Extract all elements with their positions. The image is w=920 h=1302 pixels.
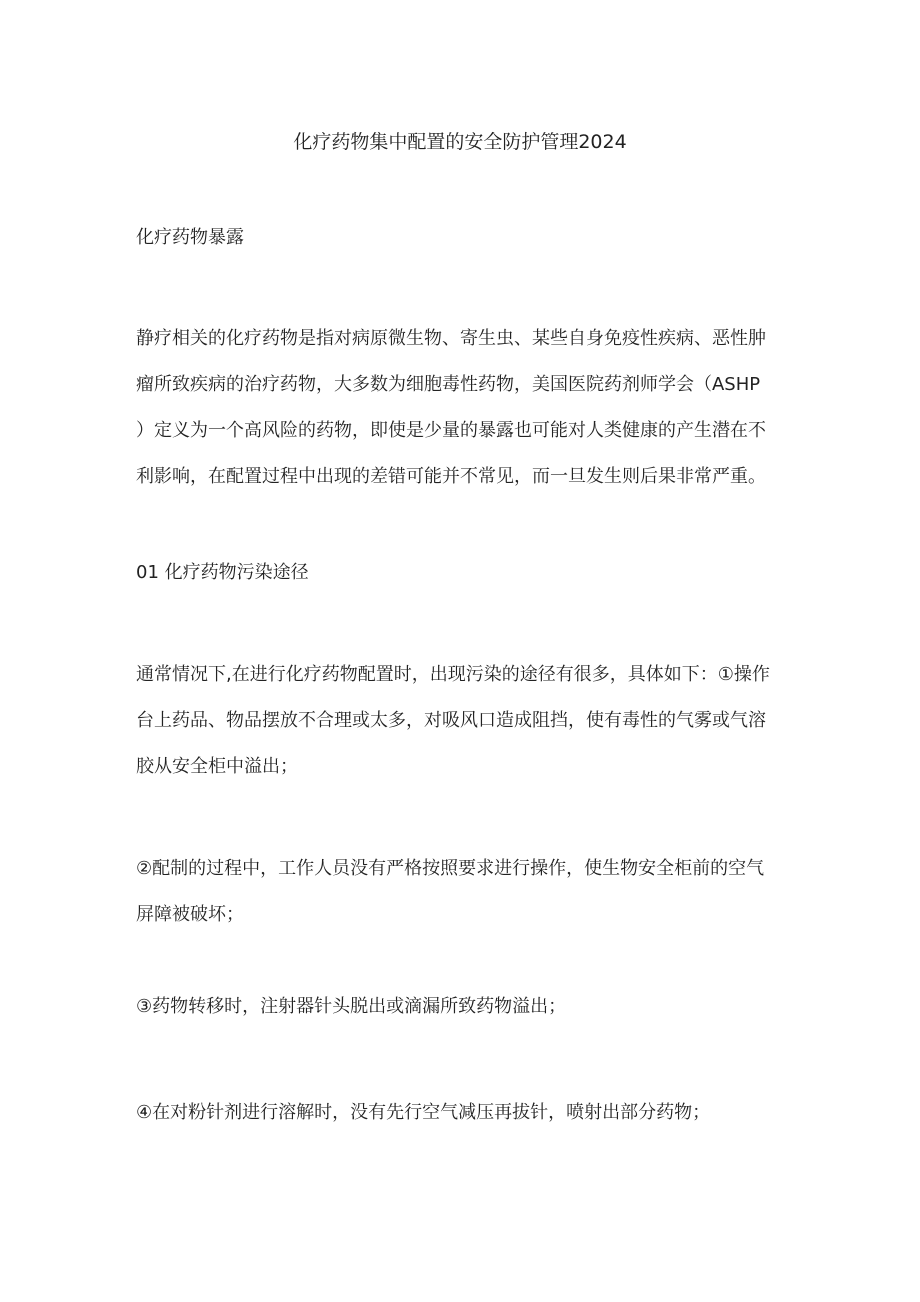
- section-heading-chemo-exposure: 化疗药物暴露: [136, 227, 244, 248]
- paragraph-chemo-exposure: [136, 316, 788, 500]
- text-line: 静疗相关的化疗药物是指对病原微生物、寄生虫、某些自身免疫性疾病、恶性肿: [136, 328, 766, 349]
- section-heading-contamination-routes: 01 化疗药物污染途径: [136, 562, 309, 583]
- text-line: 瘤所致疾病的治疗药物，大多数为细胞毒性药物，美国医院药剂师学会（ASHP: [136, 374, 761, 395]
- paragraph-contamination-routes: [136, 652, 788, 790]
- text-line: ③药物转移时，注射器针头脱出或滴漏所致药物溢出；: [136, 996, 567, 1017]
- text-line: ②配制的过程中，工作人员没有严格按照要求进行操作，使生物安全柜前的空气: [136, 858, 765, 879]
- text-line: ④在对粉针剂进行溶解时，没有先行空气减压再拔针，喷射出部分药物；: [136, 1102, 711, 1123]
- list-item-route-2: [136, 846, 788, 938]
- text-line: 利影响，在配置过程中出现的差错可能并不常见，而一旦发生则后果非常严重。: [136, 466, 766, 487]
- text-line: 胶从安全柜中溢出；: [136, 756, 298, 777]
- text-line: ）定义为一个高风险的药物，即使是少量的暴露也可能对人类健康的产生潜在不: [136, 420, 766, 441]
- list-item-route-4: [136, 1097, 788, 1128]
- text-line: 屏障被破坏；: [136, 904, 244, 925]
- document-title: 化疗药物集中配置的安全防护管理2024: [293, 131, 627, 153]
- text-line: 台上药品、物品摆放不合理或太多，对吸风口造成阻挡，使有毒性的气雾或气溶: [136, 710, 766, 731]
- list-item-route-3: [136, 991, 788, 1022]
- text-line: 通常情况下,在进行化疗药物配置时，出现污染的途径有很多，具体如下：①操作: [136, 664, 770, 685]
